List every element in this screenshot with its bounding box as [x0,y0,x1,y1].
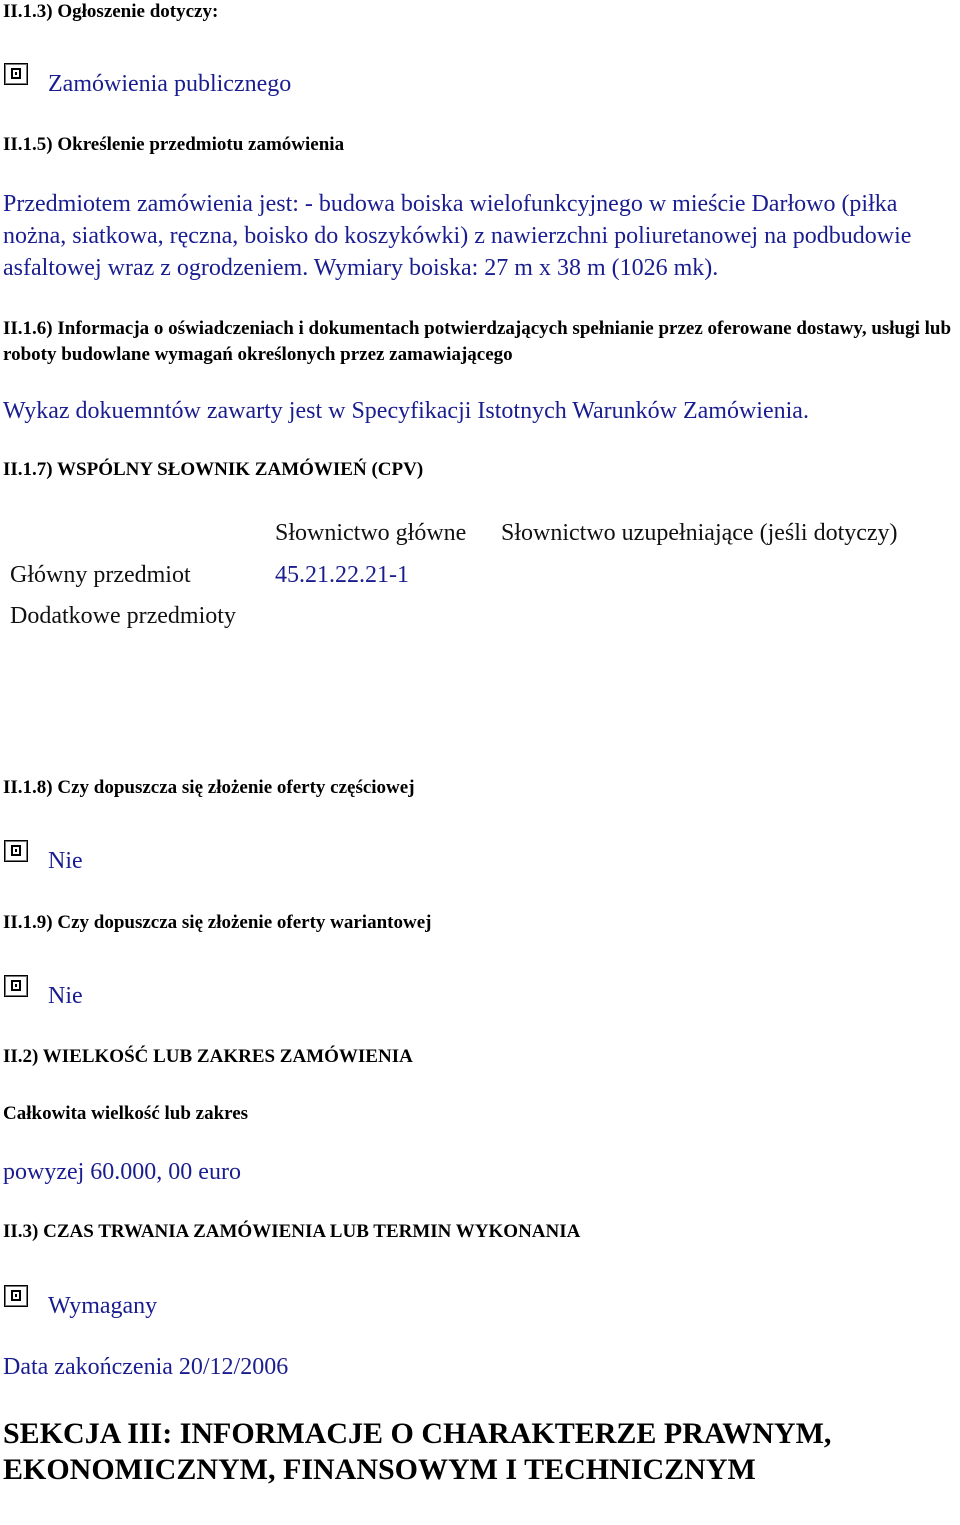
value-zamowienia-publicznego: Zamówienia publicznego [48,71,292,97]
heading-czas-trwania: II.3) CZAS TRWANIA ZAMÓWIENIA LUB TERMIN WYKONANIA [3,1221,581,1242]
przedmiot-zamowienia-text: Przedmiotem zamówienia jest: - budowa boiska wielofunkcyjnego w mieście Darłowo (piłka nożna, siatkowa, ręczna, boisko do koszykówki) z nawierzchni poliuretanowej na podbudowie asfaltowej wraz z ogrodzeniem. Wymiary boiska: 27 m x 38 m (1026 mk). [3,191,912,281]
heading-ogloszenie-dotyczy: II.1.3) Ogłoszenie dotyczy: [3,1,219,22]
heading-informacja-o-oswiadczeniach: II.1.6) Informacja o oświadczeniach i dokumentach potwierdzających spełnianie przez oferowane dostawy, usługi lub roboty budowlane wymagań określonych przez zamawiającego [3,318,952,365]
checkbox-icon [4,63,28,85]
value-oferta-czesciowa: Nie [48,848,83,874]
checkbox-icon [4,975,28,997]
checkbox-icon [4,1285,28,1307]
cpv-column-main: Słownictwo główne [275,520,467,546]
heading-oferta-czesciowa: II.1.8) Czy dopuszcza się złożenie oferty częściowej [3,777,415,798]
value-wymagany: Wymagany [48,1293,158,1319]
value-oferta-wariantowa: Nie [48,983,83,1009]
value-wielkosc: powyzej 60.000, 00 euro [3,1159,241,1185]
data-zakonczenia: Data zakończenia 20/12/2006 [3,1354,289,1380]
section-iii-title: SEKCJA III: INFORMACJE O CHARAKTERZE PRAWNYM, EKONOMICZNYM, FINANSOWYM I TECHNICZNYM [3,1417,832,1486]
cpv-column-supplementary: Słownictwo uzupełniające (jeśli dotyczy) [501,520,898,546]
subheading-calkowita-wielkosc: Całkowita wielkość lub zakres [3,1103,249,1124]
checkbox-icon [4,840,28,862]
heading-cpv: II.1.7) WSPÓLNY SŁOWNIK ZAMÓWIEŃ (CPV) [3,459,424,480]
heading-oferta-wariantowa: II.1.9) Czy dopuszcza się złożenie oferty wariantowej [3,912,432,933]
heading-wielkosc-zakres: II.2) WIELKOŚĆ LUB ZAKRES ZAMÓWIENIA [3,1046,413,1067]
cpv-row-additional-label: Dodatkowe przedmioty [10,603,236,629]
heading-okreslenie-przedmiotu: II.1.5) Określenie przedmiotu zamówienia [3,134,345,155]
cpv-row-main-label: Główny przedmiot [10,562,191,588]
wykaz-dokumentow-text: Wykaz dokuemntów zawarty jest w Specyfikacji Istotnych Warunków Zamówienia. [3,398,809,424]
cpv-main-code: 45.21.22.21-1 [275,562,409,588]
